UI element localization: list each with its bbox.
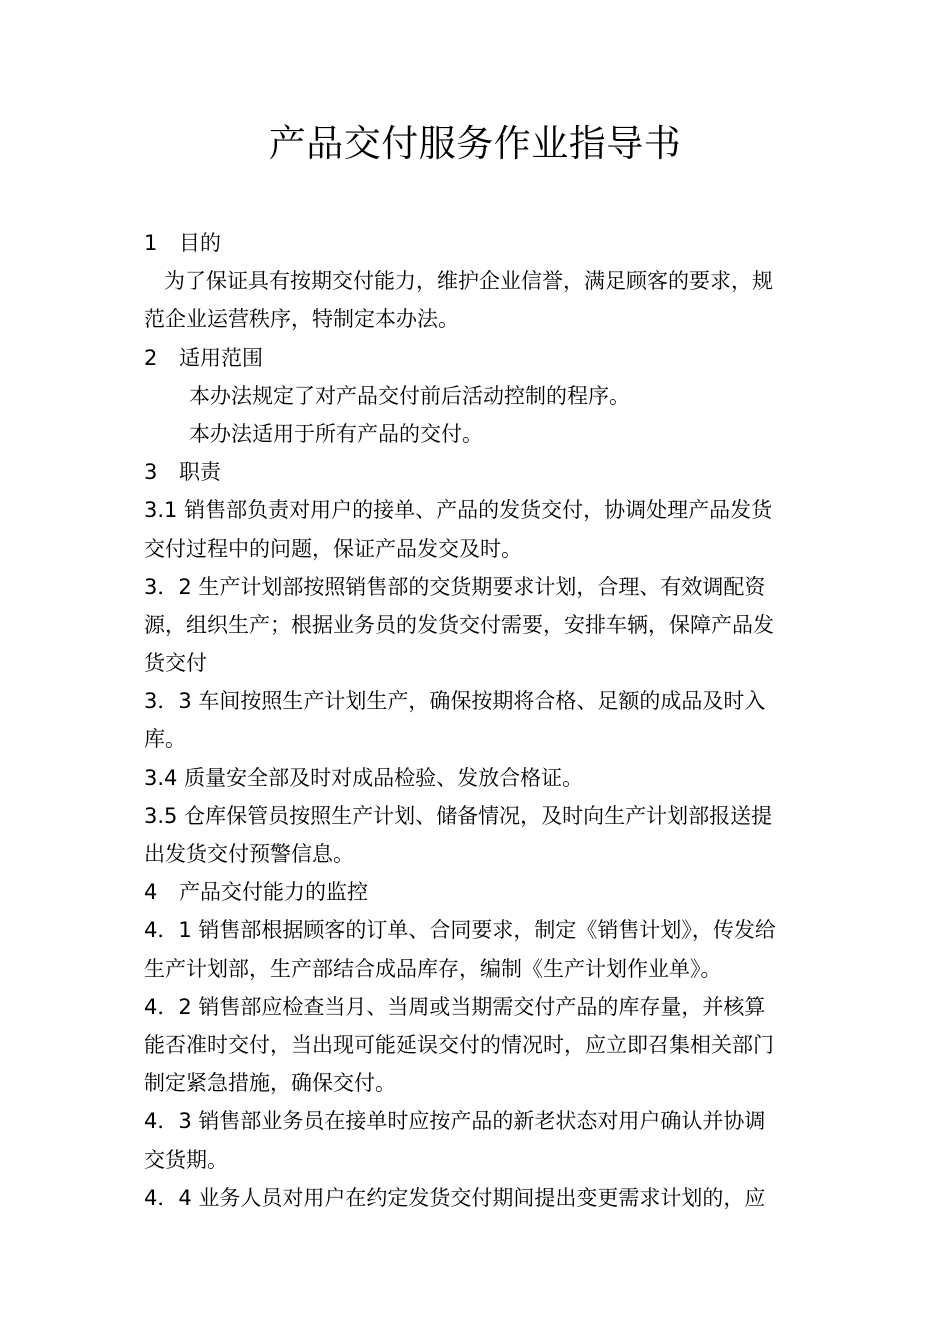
document-title: 产品交付服务作业指导书 [268,122,682,165]
paragraph-line: 源，组织生产；根据业务员的发货交付需要，安排车辆，保障产品发 [144,612,774,637]
section-number: 3 [144,460,158,485]
paragraph-line: 本办法适用于所有产品的交付。 [189,421,483,446]
section-heading [144,873,808,911]
paragraph-line: 范企业运营秩序，特制定本办法。 [144,307,459,332]
paragraph-line: 3．2 生产计划部按照销售部的交货期要求计划，合理、有效调配资 [144,574,766,599]
paragraph-line: 4．2 销售部应检查当月、当周或当期需交付产品的库存量，并核算 [144,994,766,1019]
paragraph-line: 为了保证具有按期交付能力，维护企业信誉，满足顾客的要求，规 [164,269,773,294]
paragraph-line: 4．4 业务人员对用户在约定发货交付期间提出变更需求计划的，应 [144,1185,766,1210]
section-heading [144,339,808,377]
paragraph-line: 3.1 销售部负责对用户的接单、产品的发货交付，协调处理产品发货 [144,498,773,523]
paragraph-line: 3.4 质量安全部及时对成品检验、发放合格证。 [144,765,584,790]
section-heading [144,453,808,491]
paragraph-line: 货交付 [144,651,207,676]
paragraph-line: 3.5 仓库保管员按照生产计划、储备情况，及时向生产计划部报送提 [144,803,773,828]
paragraph-line: 交货期。 [144,1147,228,1172]
paragraph-line: 本办法规定了对产品交付前后活动控制的程序。 [189,383,630,408]
section-number: 1 [144,231,158,255]
paragraph-line: 制定紧急措施，确保交付。 [144,1071,396,1096]
section-title: 目的 [179,231,221,255]
paragraph-line: 4．1 销售部根据顾客的订单、合同要求，制定《销售计划》，传发给 [144,918,776,943]
paragraph-line: 4．3 销售部业务员在接单时应按产品的新老状态对用户确认并协调 [144,1109,766,1134]
section-number: 4 [144,880,158,905]
paragraph-line: 3．3 车间按照生产计划生产，确保按期将合格、足额的成品及时入 [144,689,766,714]
paragraph-line: 能否准时交付，当出现可能延误交付的情况时，应立即召集相关部门 [144,1032,774,1057]
section-title: 产品交付能力的监控 [179,880,368,905]
section-number: 2 [144,345,158,370]
document-body [144,224,808,1217]
section-title: 适用范围 [179,345,263,370]
section-heading [144,224,808,262]
paragraph-line: 库。 [144,727,186,752]
section-title: 职责 [179,460,221,485]
paragraph-line: 出发货交付预警信息。 [144,842,354,866]
paragraph-line: 交付过程中的问题，保证产品发交及时。 [144,536,522,561]
paragraph-line: 生产计划部，生产部结合成品库存，编制《生产计划作业单》。 [144,956,722,981]
